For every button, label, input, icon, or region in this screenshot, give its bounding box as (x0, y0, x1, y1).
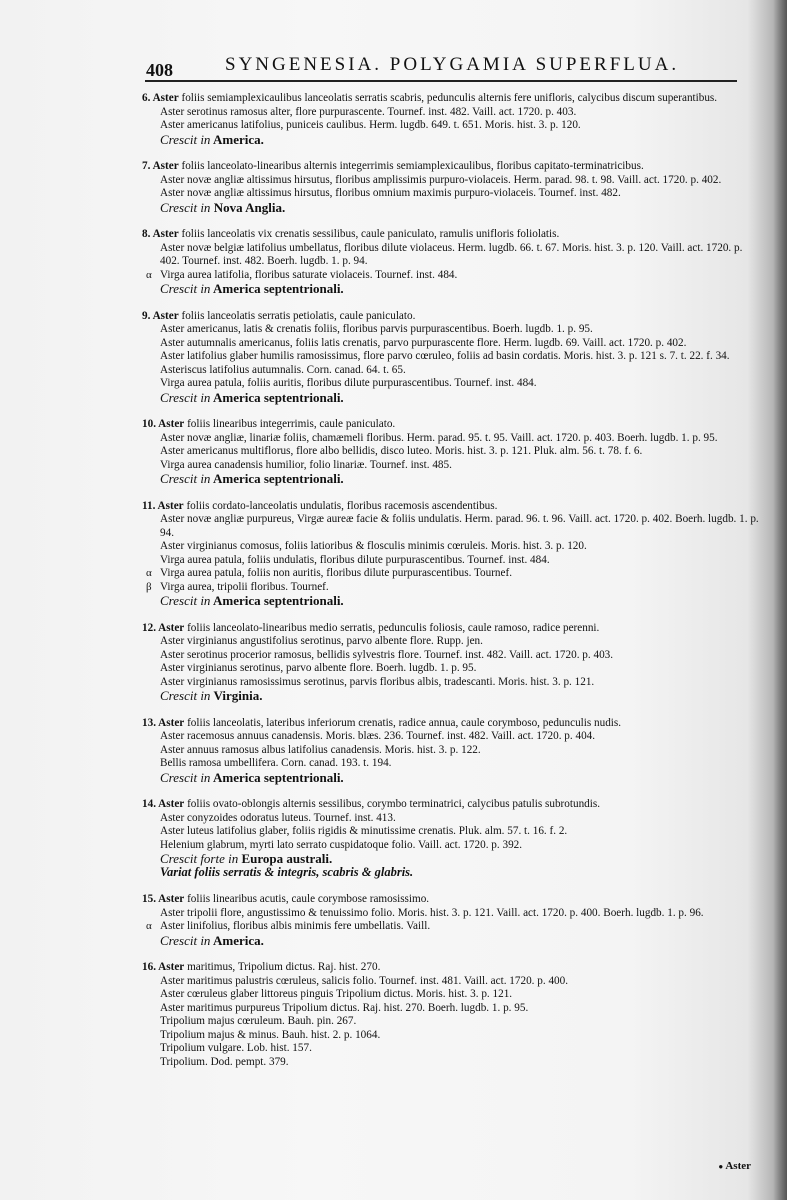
habitat-place: Europa australi. (241, 851, 333, 866)
species-entry (142, 893, 759, 947)
entry-diagnosis (142, 418, 759, 432)
entry-diagnosis-text: foliis lanceolatis serratis petiolatis, caule paniculato. (181, 309, 416, 322)
habitat-label: Crescit forte in (160, 851, 239, 866)
entry-diagnosis-text: foliis lanceolatis vix crenatis sessilibus, caule paniculato, ramulis unifloris foliolatis. (181, 228, 560, 240)
habitat-label: Crescit in (160, 593, 211, 608)
habitat-line (142, 771, 759, 785)
habitat-line (142, 282, 759, 296)
synonym-text: Tripolium majus cœruleum. Bauh. pin. 267. (160, 1015, 357, 1027)
synonym-text: Aster maritimus palustris cœruleus, salicis folio. Tournef. inst. 481. Vaill. act. 1720. p. 400. (160, 974, 569, 987)
entry-number-genus: 9. Aster (142, 309, 179, 322)
entry-diagnosis (142, 961, 759, 975)
synonym-line (142, 988, 759, 1002)
habitat-label: Crescit in (160, 199, 211, 215)
entry-diagnosis (142, 622, 759, 636)
header-rule (145, 80, 737, 82)
synonym-text: Aster novæ belgiæ latifolius umbellatus, floribus dilute violaceus. Herm. lugdb. 66. t. 67. Moris. hist. 3. p. 120. Vaill. act. 1720. p. 402. Tournef. inst. 482. Boerh. lugdb. 1. p. 94. (160, 241, 743, 267)
catchword-bullet: ● (718, 1162, 724, 1171)
synonym-line (142, 676, 759, 690)
synonym-text: Tripolium vulgare. Lob. hist. 157. (160, 1042, 312, 1054)
synonym-text: Aster tripolii flore, angustissimo & tenuissimo folio. Moris. hist. 3. p. 121. Vaill. act. 1720. p. 400. Boerh. lugdb. 1. p. 96. (160, 906, 704, 919)
synonym-text: Aster autumnalis americanus, foliis latis crenatis, parvo purpurascente flore. Herm. lugdb. 69. Vaill. act. 1720. p. 402. (160, 336, 687, 349)
synonym-line (142, 662, 759, 676)
species-entry (142, 622, 759, 703)
species-entry (142, 418, 759, 486)
habitat-label: Crescit in (160, 688, 211, 703)
habitat-place: America septentrionali. (212, 769, 344, 785)
synonym-text: Aster americanus multiflorus, flore albo bellidis, disco luteo. Moris. hist. 3. p. 121. Pluk. alm. 56. t. 78. f. 6. (160, 445, 643, 457)
entry-diagnosis (142, 160, 759, 174)
habitat-place: America septentrionali. (212, 389, 344, 405)
entry-number-genus: 16. Aster (142, 961, 185, 973)
synonym-text: Aster linifolius, floribus albis minimis fere umbellatis. Vaill. (160, 920, 431, 932)
page-header (140, 48, 747, 82)
entry-number-genus: 15. Aster (142, 893, 185, 905)
synonym-text: Aster novæ angliæ purpureus, Virgæ aureæ facie & foliis undulatis. Herm. parad. 96. t. 96. Vaill. act. 1720. p. 402. Boerh. lugdb. 1. p. 94. (160, 513, 759, 539)
synonym-text: Aster annuus ramosus albus latifolius canadensis. Moris. hist. 3. p. 122. (160, 743, 481, 756)
synonym-line (142, 757, 759, 771)
synonym-text: Aster virginianus serotinus, parvo albente flore. Boerh. lugdb. 1. p. 95. (160, 662, 477, 674)
entry-number-genus: 8. Aster (142, 228, 179, 240)
synonym-text: Aster cœruleus glaber littoreus pinguis Tripolium dictus. Moris. hist. 3. p. 121. (160, 988, 513, 1000)
entry-number-genus: 11. Aster (142, 499, 184, 512)
habitat-place: America septentrionali. (212, 593, 344, 608)
habitat-place: America. (212, 932, 264, 948)
habitat-place: Nova Anglia. (213, 199, 286, 215)
synonym-line (142, 1002, 759, 1016)
synonym-text: Aster novæ angliæ altissimus hirsutus, floribus amplissimis purpuro-violaceis. Herm. parad. 98. t. 98. Vaill. act. 1720. p. 402. (160, 173, 722, 186)
species-entry (142, 160, 759, 214)
synonym-line (142, 119, 759, 133)
entry-number-genus: 10. Aster (142, 418, 185, 430)
synonym-text: Aster serotinus ramosus alter, flore purpurascente. Tournef. inst. 482. Vaill. act. 1720. p. 403. (160, 105, 577, 118)
synonym-line (142, 337, 759, 351)
synonym-line (142, 459, 759, 473)
synonym-line (142, 432, 759, 446)
synonym-line (142, 1042, 759, 1056)
synonym-line (142, 174, 759, 188)
synonym-line (142, 1015, 759, 1029)
synonym-text: Virga aurea latifolia, floribus saturate violaceis. Tournef. inst. 484. (160, 268, 458, 281)
synonym-text: Aster luteus latifolius glaber, foliis rigidis & minutissime crenatis. Pluk. alm. 57. t. 16. f. 2. (160, 825, 568, 837)
habitat-label: Crescit in (160, 471, 211, 486)
species-entry (142, 961, 759, 1069)
habitat-line (142, 852, 759, 866)
synonym-line (142, 540, 759, 554)
entry-diagnosis-text: foliis lanceolato-linearibus alternis integerrimis semiamplexicaulibus, floribus capitato-terminatricibus. (181, 160, 644, 172)
species-entry (142, 798, 759, 879)
synonym-text: Helenium glabrum, myrti lato serrato cuspidatoque folio. Vaill. act. 1720. p. 392. (160, 838, 523, 851)
synonym-text: Aster racemosus annuus canadensis. Moris. blæs. 236. Tournef. inst. 482. Vaill. act. 1720. p. 404. (160, 730, 596, 742)
entry-diagnosis-text: foliis ovato-oblongis alternis sessilibus, corymbo terminatrici, calycibus patulis subrotundis. (187, 798, 601, 810)
synonym-line (142, 364, 759, 378)
synonym-text: Aster novæ angliæ altissimus hirsutus, floribus omnium maximis purpuro-violaceis. Tournef. inst. 482. (160, 187, 621, 199)
entry-diagnosis (142, 893, 759, 907)
habitat-label: Crescit in (160, 389, 211, 405)
synonym-line (142, 242, 759, 269)
synonym-line (142, 513, 759, 540)
synonym-line (142, 744, 759, 758)
synonym-text: Aster americanus, latis & crenatis foliis, floribus parvis purpurascentibus. Boerh. lugdb. 1. p. 95. (160, 323, 593, 335)
entry-diagnosis (142, 310, 759, 324)
species-entry (142, 500, 759, 608)
synonym-line (142, 377, 759, 391)
synonym-text: Aster latifolius glaber humilis ramosissimus, flore parvo cœruleo, foliis ad basin cordatis. Moris. hist. 3. p. 121 s. 7. t. 22. f. 34. (160, 350, 730, 362)
entry-diagnosis (142, 717, 759, 731)
species-entry (142, 717, 759, 785)
species-entry (142, 92, 759, 146)
synonym-text: Virga aurea patula, foliis undulatis, floribus dilute purpurascentibus. Tournef. inst. 484. (160, 553, 550, 566)
entry-diagnosis-text: foliis lanceolato-linearibus medio serratis, pedunculis foliosis, caule ramoso, radice perenni. (187, 621, 600, 634)
entry-number-genus: 6. Aster (142, 92, 179, 104)
habitat-line (142, 594, 759, 608)
entry-diagnosis (142, 228, 759, 242)
synonym-text: Asteriscus latifolius autumnalis. Corn. canad. 64. t. 65. (160, 363, 406, 376)
habitat-line (142, 934, 759, 948)
synonym-line (142, 920, 759, 934)
synonym-line (142, 581, 759, 595)
synonym-line (142, 323, 759, 337)
synonym-line (142, 350, 759, 364)
page-content (142, 92, 759, 1083)
synonym-text: Virga aurea, tripolii floribus. Tournef. (160, 580, 329, 593)
habitat-place: America septentrionali. (212, 471, 344, 486)
synonym-text: Aster virginianus ramosissimus serotinus, parvis floribus albis, tradescanti. Moris. hist. 3. p. 121. (160, 675, 595, 688)
variety-marker: α (146, 268, 152, 281)
synonym-text: Aster conyzoides odoratus luteus. Tournef. inst. 413. (160, 811, 396, 824)
synonym-line (142, 445, 759, 459)
entry-number-genus: 14. Aster (142, 798, 185, 810)
habitat-label: Crescit in (160, 769, 211, 785)
catchword-text: Aster (725, 1160, 751, 1172)
page-edge-shadow (773, 0, 787, 1200)
synonym-text: Bellis ramosa umbellifera. Corn. canad. 193. t. 194. (160, 757, 392, 769)
synonym-line (142, 554, 759, 568)
synonym-line (142, 106, 759, 120)
synonym-line (142, 1029, 759, 1043)
synonym-line (142, 812, 759, 826)
entry-number-genus: 12. Aster (142, 621, 185, 634)
synonym-line (142, 269, 759, 283)
running-title: SYNGENESIA. POLYGAMIA SUPERFLUA. (225, 54, 680, 75)
entry-diagnosis-text: maritimus, Tripolium dictus. Raj. hist. 270. (187, 961, 381, 973)
habitat-line (142, 201, 759, 215)
variety-marker: α (146, 920, 152, 932)
entry-number-genus: 13. Aster (142, 716, 185, 729)
habitat-line (142, 133, 759, 147)
habitat-place: America septentrionali. (212, 281, 344, 296)
synonym-text: Aster virginianus angustifolius serotinus, parvo albente flore. Rupp. jen. (160, 635, 483, 647)
species-entry (142, 228, 759, 296)
synonym-text: Aster americanus latifolius, puniceis caulibus. Herm. lugdb. 649. t. 651. Moris. hist. 3. p. 120. (160, 119, 581, 131)
entry-diagnosis (142, 798, 759, 812)
habitat-label: Crescit in (160, 281, 211, 296)
synonym-line (142, 825, 759, 839)
species-entry (142, 310, 759, 405)
habitat-label: Crescit in (160, 932, 211, 948)
synonym-line (142, 187, 759, 201)
synonym-text: Aster serotinus procerior ramosus, bellidis sylvestris flore. Tournef. inst. 482. Vaill. act. 1720. p. 403. (160, 648, 614, 661)
synonym-line (142, 730, 759, 744)
synonym-text: Virga aurea canadensis humilior, folio linariæ. Tournef. inst. 485. (160, 458, 452, 471)
synonym-line (142, 567, 759, 581)
entry-diagnosis-text: foliis cordato-lanceolatis undulatis, floribus racemosis ascendentibus. (186, 499, 498, 512)
entry-number-genus: 7. Aster (142, 160, 179, 172)
synonym-line (142, 1056, 759, 1070)
synonym-line (142, 975, 759, 989)
synonym-text: Aster maritimus purpureus Tripolium dictus. Raj. hist. 270. Boerh. lugdb. 1. p. 95. (160, 1001, 529, 1014)
synonym-text: Tripolium. Dod. pempt. 379. (160, 1055, 289, 1068)
variation-note: Variat foliis serratis & integris, scabris & glabris. (160, 864, 414, 879)
synonym-line (142, 635, 759, 649)
habitat-place: Virginia. (213, 688, 263, 703)
catchword (718, 1160, 751, 1172)
entry-diagnosis (142, 92, 759, 106)
entry-diagnosis-text: foliis semiamplexicaulibus lanceolatis serratis scabris, pedunculis alternis fere unifloris, calycibus discum superantibus. (181, 92, 718, 104)
entry-diagnosis-text: foliis lanceolatis, lateribus inferiorum crenatis, radice annua, caule corymboso, pedunculis nudis. (187, 716, 622, 729)
habitat-line (142, 472, 759, 486)
synonym-line (142, 839, 759, 853)
habitat-line (142, 689, 759, 703)
habitat-label: Crescit in (160, 131, 211, 147)
synonym-text: Virga aurea patula, foliis non auritis, floribus dilute purpurascentibus. Tournef. (160, 567, 513, 579)
synonym-line (142, 907, 759, 921)
habitat-place: America. (212, 131, 264, 147)
variety-marker: α (146, 567, 152, 579)
entry-diagnosis (142, 500, 759, 514)
entry-diagnosis-text: foliis linearibus acutis, caule corymbose ramosissimo. (187, 893, 430, 905)
habitat-line (142, 391, 759, 405)
synonym-text: Aster virginianus comosus, foliis latioribus & flosculis minimis cœruleis. Moris. hist. 3. p. 120. (160, 540, 587, 552)
synonym-text: Virga aurea patula, foliis auritis, floribus dilute purpurascentibus. Tournef. inst. 484. (160, 377, 537, 389)
entry-diagnosis-text: foliis linearibus integerrimis, caule paniculato. (187, 418, 396, 430)
synonym-text: Tripolium majus & minus. Bauh. hist. 2. p. 1064. (160, 1028, 381, 1041)
synonym-text: Aster novæ angliæ, linariæ foliis, chamæmeli floribus. Herm. parad. 95. t. 95. Vaill. act. 1720. p. 403. Boerh. lugdb. 1. p. 95. (160, 431, 718, 444)
page-number: 408 (146, 60, 173, 80)
synonym-line (142, 649, 759, 663)
variety-marker: β (146, 580, 152, 593)
